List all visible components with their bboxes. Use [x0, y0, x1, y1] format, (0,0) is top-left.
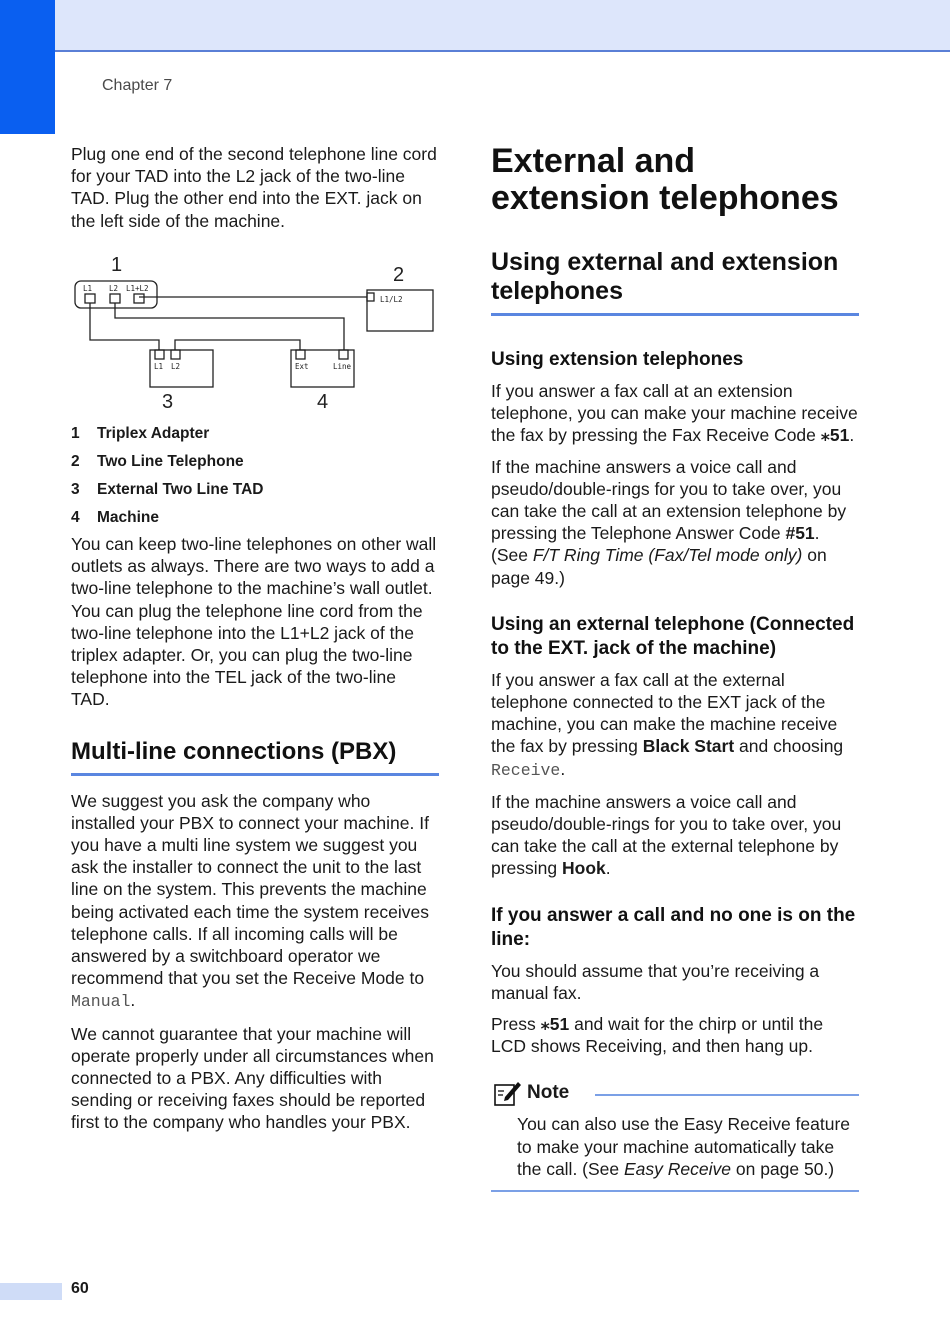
extension-paragraph-1: If you answer a fax call at an extension telephone, you can make your machine receive the fax by pressing the Fax Receive Code ⁎51. [491, 381, 858, 446]
right-column [491, 143, 859, 1192]
no-one-paragraph-2: Press ⁎51 and wait for the chirp or until the LCD shows Receiving, and then hang up. [491, 1014, 824, 1057]
left-column [71, 143, 439, 232]
legend-item: 4 Machine [71, 509, 160, 526]
note-divider [595, 1094, 859, 1096]
note-header [491, 1079, 859, 1109]
diagram-legend [71, 425, 439, 533]
left-column-lower [71, 425, 439, 1134]
chapter-label: Chapter 7 [102, 77, 173, 94]
pbx-heading: Multi-line connections (PBX) [71, 737, 439, 776]
pbx-paragraph-1: We suggest you ask the company who installed your PBX to connect your machine. If you have a multi line system we suggest you ask the installer to connect the unit to the last line on the system. This prevents the machine being activated each time the system receives telephone calls. If all incoming calls will be answered by a switchboard operator we recommend that you set the Receive Mode to Manual. [71, 790, 429, 1012]
jack-label-tad-l2: L2 [171, 362, 181, 371]
intro-paragraph: Plug one end of the second telephone line cord for your TAD into the L2 jack of the two-line TAD. Plug the other end into the EXT. jack on the left side of the machine. [71, 144, 437, 231]
note-label: Note [527, 1082, 570, 1104]
callout-3: 3 [162, 391, 174, 413]
external-phone-heading: Using an external telephone (Connected to the EXT. jack of the machine) [491, 613, 855, 659]
pbx-paragraph-2: We cannot guarantee that your machine will operate properly under all circumstances when connected to a PBX. Any difficulties with sending or receiving faxes should be reported first to the company who handles your PBX. [71, 1023, 434, 1133]
two-line-paragraph: You can keep two-line telephones on other wall outlets as always. There are two ways to add a two-line telephone to the machine’s wall outlet. You can plug the telephone line cord from the two-line telephone into the L1+L2 jack of the triplex adapter. Or, you can plug the two-line telephone into the TEL jack of the two-line TAD. [71, 534, 437, 710]
callout-2: 2 [393, 264, 405, 286]
extension-heading: Using extension telephones [491, 349, 744, 370]
header-band [0, 0, 950, 52]
legend-item: 3 External Two Line TAD [71, 481, 264, 498]
jack-label-line: Line [333, 362, 352, 371]
jack-label-phone: L1/L2 [380, 295, 403, 304]
jack-label-l2: L2 [109, 284, 119, 293]
callout-1: 1 [111, 254, 123, 276]
chapter-tab [0, 0, 55, 134]
legend-item: 1 Triplex Adapter [71, 425, 210, 442]
page-title: External and extension telephones [491, 142, 839, 217]
external-paragraph-2: If the machine answers a voice call and pseudo/double-rings for you to take over, you can take the call at the external telephone by pressing Hook. [491, 791, 842, 879]
section-heading: Using external and extension telephones [491, 248, 859, 316]
jack-label-l1l2: L1+L2 [126, 284, 149, 293]
page-number: 60 [71, 1280, 89, 1297]
jack-label-ext: Ext [295, 362, 309, 371]
footer-band [0, 1283, 62, 1300]
connection-diagram [71, 253, 441, 415]
jack-label-l1: L1 [83, 284, 93, 293]
no-one-paragraph-1: You should assume that you’re receiving a manual fax. [491, 960, 820, 1003]
callout-4: 4 [317, 391, 329, 413]
jack-label-tad-l1: L1 [154, 362, 164, 371]
extension-paragraph-2: If the machine answers a voice call and pseudo/double-rings for you to take over, you can take the call at an extension telephone by pressing the Telephone Answer Code #51. (See F/T Ring Time (Fax/Tel mode only) on page 49.) [491, 456, 847, 588]
external-paragraph-1: If you answer a fax call at the external telephone connected to the EXT jack of the machine, you can make the machine receive the fax by pressing Black Start and choosing Receive. [491, 669, 844, 780]
no-one-heading: If you answer a call and no one is on the line: [491, 904, 856, 950]
note-body [491, 1113, 859, 1192]
note-text: You can also use the Easy Receive feature to make your machine automatically take the call. (See Easy Receive on page 50.) [517, 1114, 851, 1179]
legend-item: 2 Two Line Telephone [71, 453, 244, 470]
note-pencil-icon [493, 1079, 523, 1107]
